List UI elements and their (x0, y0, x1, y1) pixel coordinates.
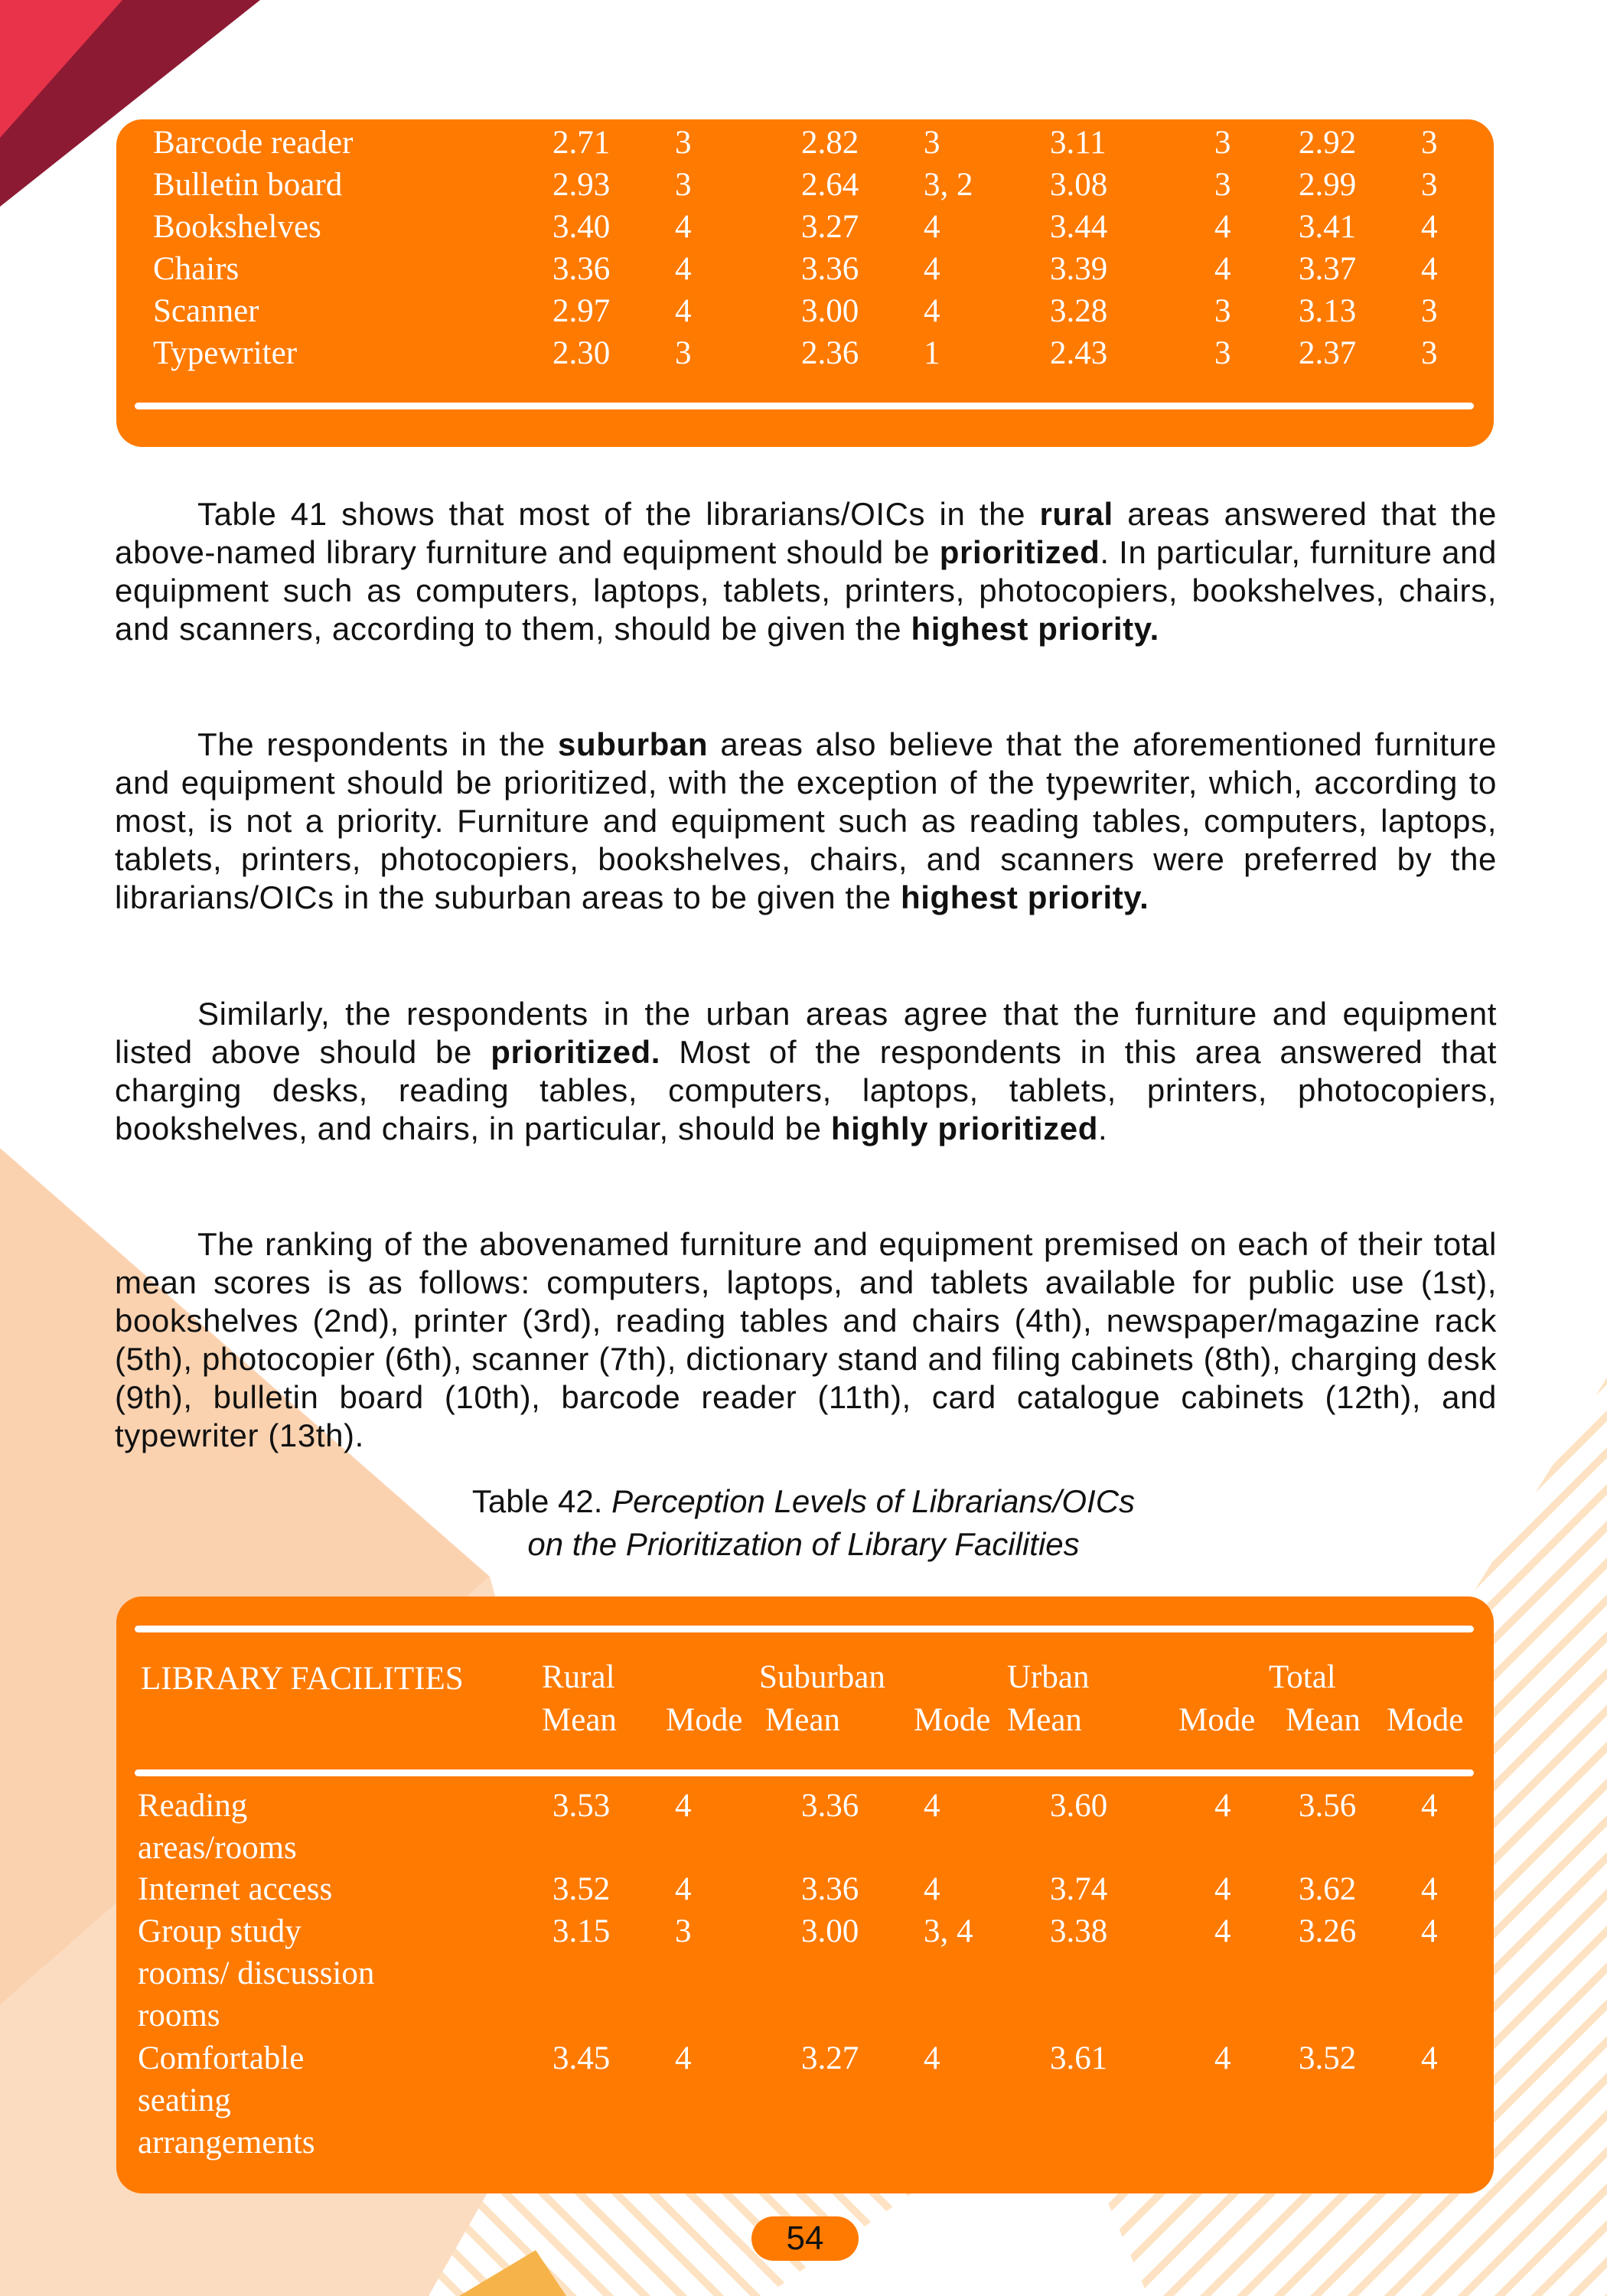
table-cell: 3.28 (1050, 293, 1108, 329)
row-label: Typewriter (153, 335, 298, 371)
sub-header: Mode (1387, 1702, 1464, 1738)
table-cell: 4 (1214, 251, 1231, 287)
caption-line-1: Table 42. Perception Levels of Librarians/OICs (471, 1483, 1136, 1519)
row-label: seating (138, 2082, 231, 2118)
paragraph-suburban (115, 726, 1497, 917)
sub-header: Mode (1178, 1702, 1256, 1738)
table-cell: 4 (924, 251, 940, 287)
row-label: Bookshelves (153, 209, 321, 245)
sub-header: Mode (666, 1702, 743, 1738)
table-cell: 3.00 (801, 293, 859, 329)
row-label: areas/rooms (138, 1830, 297, 1866)
table-42 (116, 1596, 1494, 2193)
table-cell: 3.53 (553, 1788, 611, 1824)
table-cell: 4 (675, 209, 692, 245)
group-header: Urban (1007, 1659, 1090, 1695)
table-cell: 3.36 (801, 1788, 859, 1824)
table-cell: 2.36 (801, 335, 859, 371)
table-cell: 3.74 (1050, 1871, 1108, 1907)
table-cell: 3.52 (553, 1871, 611, 1907)
table-cell: 3.37 (1299, 251, 1357, 287)
table-cell: 3 (1421, 293, 1438, 329)
table-cell: 4 (924, 293, 940, 329)
text-run: Table 41 shows that most of the librarians/OICs in the (197, 496, 1040, 532)
table-cell: 2.71 (553, 125, 611, 161)
text-run: Most of the respondents in this area answered that charging desks, reading tables, computers, laptops, tablets, printers, photocopiers, bookshelves, and chairs, in particular, should be (115, 1034, 1497, 1146)
page-number: 54 (751, 2216, 859, 2261)
bold-text: suburban (557, 726, 709, 762)
table-cell: 3.41 (1299, 209, 1357, 245)
table-cell: 1 (924, 335, 940, 371)
table-cell: 3.44 (1050, 209, 1108, 245)
bold-text: prioritized. (491, 1034, 661, 1070)
header-bottom-rule (135, 1769, 1474, 1776)
table-cell: 3.52 (1299, 2040, 1357, 2076)
table-cell: 3.45 (553, 2040, 611, 2076)
table-cell: 3.60 (1050, 1788, 1108, 1824)
table-cell: 3.15 (553, 1913, 611, 1949)
table-cell: 4 (1421, 2040, 1438, 2076)
table-cell: 4 (1421, 1913, 1438, 1949)
bold-text: highly prioritized (830, 1110, 1099, 1146)
row-label: rooms/ discussion (138, 1955, 375, 1991)
table-cell: 3.00 (801, 1913, 859, 1949)
table-cell: 4 (1214, 2040, 1231, 2076)
table-cell: 4 (1214, 1788, 1231, 1824)
table-cell: 3 (675, 335, 692, 371)
table-cell: 3 (1421, 125, 1438, 161)
table-cell: 3 (1421, 335, 1438, 371)
table-cell: 4 (675, 1871, 692, 1907)
table-cell: 3.27 (801, 2040, 859, 2076)
table-cell: 4 (675, 293, 692, 329)
row-label: Chairs (153, 251, 240, 287)
table-cell: 4 (1214, 209, 1231, 245)
sub-header: Mean (1007, 1702, 1082, 1738)
table-top-rule (135, 1626, 1474, 1632)
table-cell: 2.99 (1299, 167, 1357, 203)
text-run: Similarly, the respondents in the urban areas agree that the furniture and equipment listed above should be (115, 996, 1497, 1070)
table-cell: 3 (1214, 293, 1231, 329)
table-cell: 3.36 (801, 1871, 859, 1907)
sub-header: Mode (914, 1702, 991, 1738)
table-cell: 4 (675, 2040, 692, 2076)
row-label: Scanner (153, 293, 259, 329)
row-label: arrangements (138, 2125, 315, 2161)
bold-text: prioritized (939, 534, 1100, 570)
table-cell: 3.56 (1299, 1788, 1357, 1824)
table-cell: 3.39 (1050, 251, 1108, 287)
table-cell: 2.64 (801, 167, 859, 203)
table-cell: 3 (675, 125, 692, 161)
table-cell: 3 (1214, 335, 1231, 371)
paragraph-rural (115, 495, 1497, 648)
row-label: Comfortable (138, 2040, 305, 2076)
table-cell: 3.13 (1299, 293, 1357, 329)
table-cell: 4 (924, 1788, 940, 1824)
table-cell: 4 (1214, 1913, 1231, 1949)
text-run: . (1098, 1110, 1108, 1146)
table-cell: 4 (1421, 1788, 1438, 1824)
corner-decoration-red (0, 0, 122, 138)
text-run: The respondents in the (197, 726, 558, 762)
table-cell: 4 (675, 1788, 692, 1824)
table-cell: 3.40 (553, 209, 611, 245)
row-label: rooms (138, 1998, 220, 2033)
table-cell: 3 (924, 125, 940, 161)
group-header: Total (1269, 1659, 1336, 1695)
sub-header: Mean (1286, 1702, 1361, 1738)
table-41-continued (116, 119, 1494, 447)
table-cell: 3, 2 (924, 167, 973, 203)
row-label: Group study (138, 1913, 302, 1949)
table-cell: 4 (924, 2040, 940, 2076)
table-cell: 3.62 (1299, 1871, 1357, 1907)
bold-text: highest priority. (911, 611, 1159, 647)
table-42-caption (230, 1480, 1377, 1566)
table-cell: 3.27 (801, 209, 859, 245)
table-cell: 4 (1421, 209, 1438, 245)
table-cell: 2.43 (1050, 335, 1108, 371)
row-label: Reading (138, 1788, 248, 1824)
table-cell: 3 (1421, 167, 1438, 203)
table-cell: 3.36 (553, 251, 611, 287)
table-cell: 3 (1214, 167, 1231, 203)
table-cell: 3.38 (1050, 1913, 1108, 1949)
bold-text: highest priority. (900, 879, 1149, 915)
text-run: The ranking of the abovenamed furniture and equipment premised on each of their total mean scores is as follows: computers, laptops, and tablets available for public use (1st), bookshelves (2nd), printer (3rd), reading tables and chairs (4th), newspaper/magazine rack (5th), photocopier (6th), scanner (7th), dictionary stand and filing cabinets (8th), charging desk (9th), bulletin board (10th), barcode reader (11th), card catalogue cabinets (12th), and typewriter (13th). (115, 1226, 1497, 1453)
table-cell: 3 (675, 167, 692, 203)
table-cell: 2.82 (801, 125, 859, 161)
table-cell: 4 (924, 1871, 940, 1907)
row-label: Bulletin board (153, 167, 343, 203)
table-cell: 2.92 (1299, 125, 1357, 161)
column-header: LIBRARY FACILITIES (141, 1661, 464, 1697)
table-cell: 2.93 (553, 167, 611, 203)
text-run: . In particular, furniture and equipment such as computers, laptops, tablets, printers, photocopiers, bookshelves, chairs, and scanners, according to them, should be given the (115, 534, 1497, 647)
table-cell: 3, 4 (924, 1913, 973, 1949)
table-cell: 3.08 (1050, 167, 1108, 203)
table-cell: 3.36 (801, 251, 859, 287)
table-cell: 2.37 (1299, 335, 1357, 371)
row-label: Internet access (138, 1871, 333, 1907)
sub-header: Mean (542, 1702, 617, 1738)
table-cell: 4 (1421, 251, 1438, 287)
paragraph-ranking (115, 1225, 1497, 1455)
table-cell: 4 (1421, 1871, 1438, 1907)
row-label: Barcode reader (153, 125, 354, 161)
table-cell: 2.30 (553, 335, 611, 371)
table-cell: 3 (1214, 125, 1231, 161)
table-cell: 2.97 (553, 293, 611, 329)
table-cell: 3.61 (1050, 2040, 1108, 2076)
table-cell: 3.11 (1050, 125, 1107, 161)
table-cell: 3 (675, 1913, 692, 1949)
table-cell: 4 (675, 251, 692, 287)
table-cell: 4 (1214, 1871, 1231, 1907)
paragraph-urban (115, 995, 1497, 1148)
table-cell: 4 (924, 209, 940, 245)
sub-header: Mean (765, 1702, 840, 1738)
bold-text: rural (1039, 496, 1113, 532)
group-header: Rural (542, 1659, 615, 1695)
text-run: areas also believe that the aforementioned furniture and equipment should be prioritized, with the exception of the typewriter, which, according to most, is not a priority. Furniture and equipment such as reading tables, computers, laptops, tablets, printers, photocopiers, bookshelves, chairs, and scanners were preferred by the librarians/OICs in the suburban areas to be given the (115, 726, 1497, 915)
table-cell: 3.26 (1299, 1913, 1357, 1949)
caption-line-2: on the Prioritization of Library Facilities (527, 1526, 1080, 1562)
table-bottom-rule (135, 403, 1474, 409)
text-run: areas answered that the above-named library furniture and equipment should be (115, 496, 1498, 570)
group-header: Suburban (759, 1659, 885, 1695)
